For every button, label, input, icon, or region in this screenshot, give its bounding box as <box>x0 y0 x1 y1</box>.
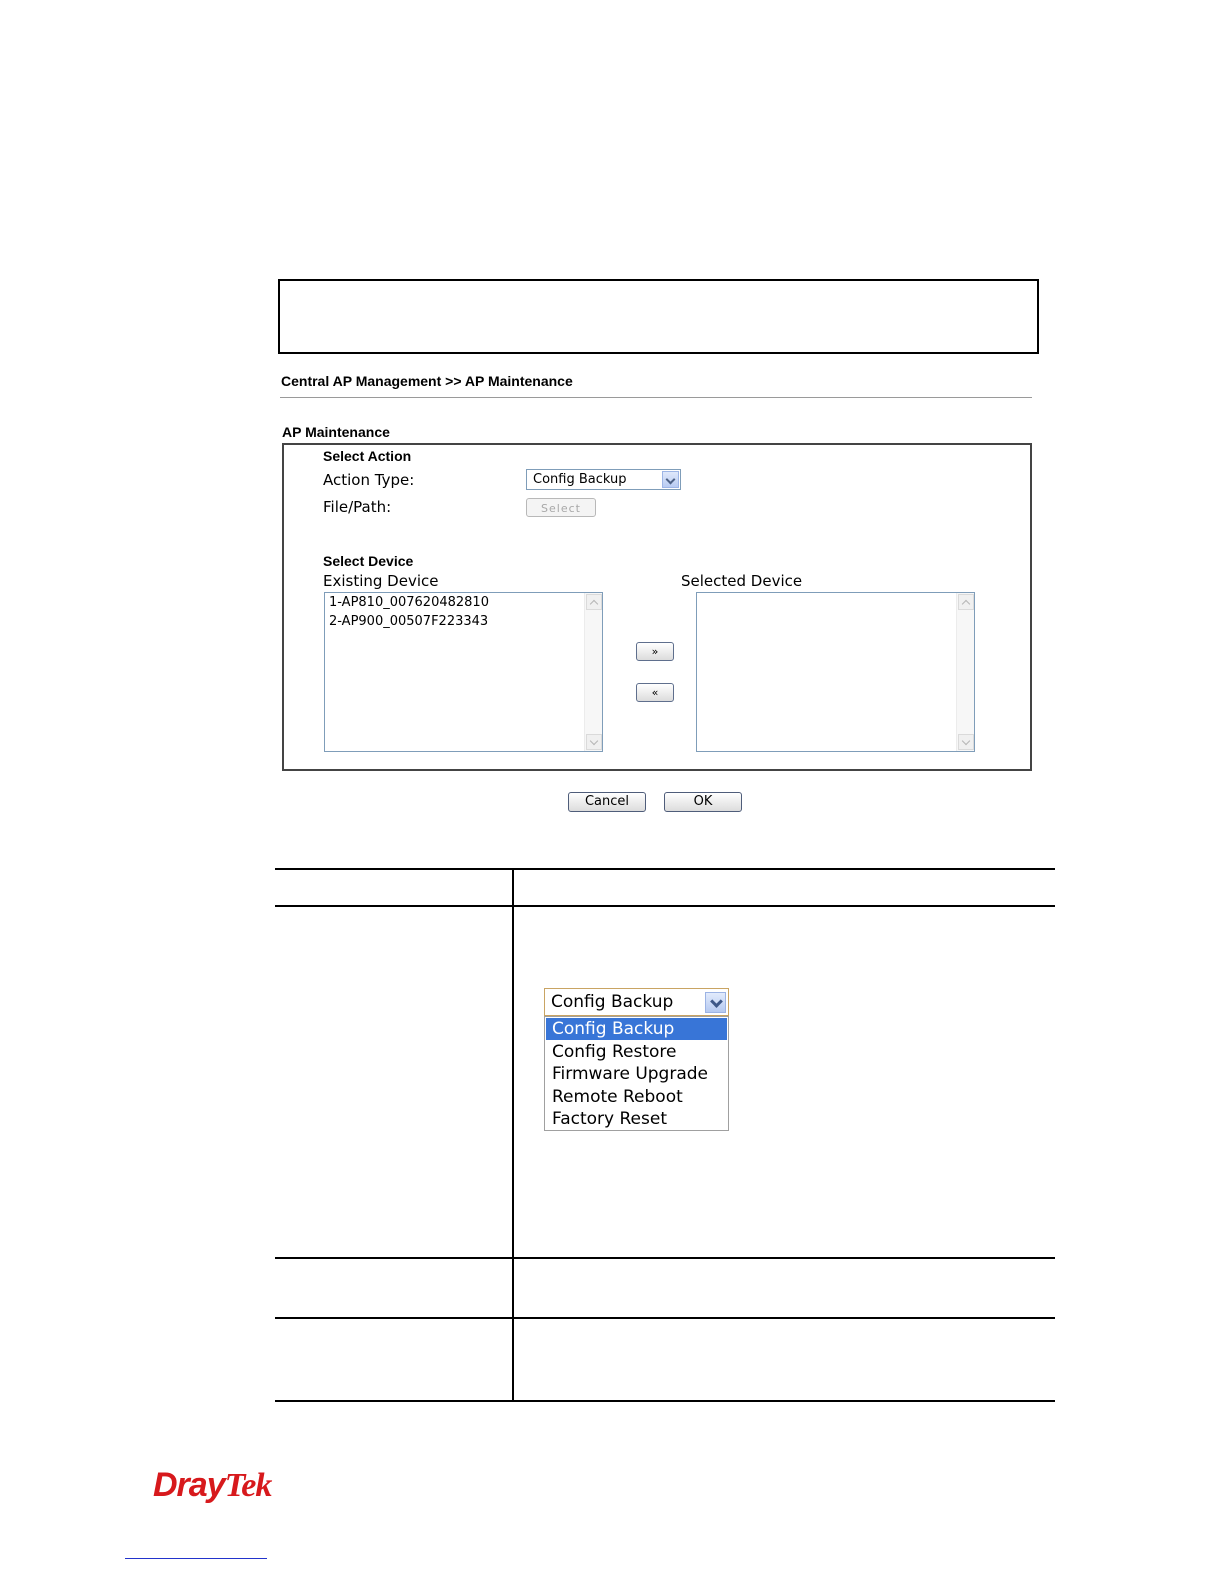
table-column-divider <box>512 869 514 1402</box>
breadcrumb-divider <box>280 397 1032 398</box>
action-type-label: Action Type: <box>323 471 415 489</box>
select-action-heading: Select Action <box>323 448 412 464</box>
dropdown-option[interactable]: Config Backup <box>546 1018 727 1040</box>
table-row-divider <box>275 1317 1055 1319</box>
chevron-down-icon[interactable] <box>662 471 679 488</box>
breadcrumb: Central AP Management >> AP Maintenance <box>281 373 573 389</box>
section-title: AP Maintenance <box>282 424 390 440</box>
table-row-divider <box>275 1257 1055 1259</box>
scroll-down-icon[interactable] <box>958 734 974 750</box>
selected-device-label: Selected Device <box>681 572 803 590</box>
chevron-down-icon[interactable] <box>705 992 726 1013</box>
action-type-value: Config Backup <box>533 472 627 487</box>
dropdown-option[interactable]: Factory Reset <box>552 1109 667 1129</box>
logo-tek: Tek <box>224 1467 272 1504</box>
table-header-border <box>275 905 1055 907</box>
dropdown-options-list[interactable] <box>544 1016 729 1131</box>
scroll-down-icon[interactable] <box>586 734 602 750</box>
scroll-up-icon[interactable] <box>958 594 974 610</box>
file-path-label: File/Path: <box>323 498 392 516</box>
top-blank-box <box>278 279 1039 354</box>
dropdown-value: Config Backup <box>551 992 674 1012</box>
action-type-dropdown-example[interactable] <box>544 988 729 1016</box>
add-device-button[interactable]: » <box>636 642 674 661</box>
scrollbar[interactable] <box>584 593 602 751</box>
remove-device-button[interactable]: « <box>636 683 674 702</box>
list-item[interactable]: 1-AP810_007620482810 <box>329 595 489 610</box>
list-item[interactable]: 2-AP900_00507F223343 <box>329 614 489 629</box>
scrollbar[interactable] <box>956 593 974 751</box>
table-bottom-border <box>275 1400 1055 1402</box>
logo-dray: Dray <box>153 1466 225 1504</box>
dropdown-option[interactable]: Remote Reboot <box>552 1086 683 1107</box>
existing-device-label: Existing Device <box>323 572 439 590</box>
action-type-select[interactable] <box>526 469 681 490</box>
footer-link-underline <box>125 1558 267 1559</box>
ok-button[interactable]: OK <box>664 792 742 812</box>
selected-device-list[interactable] <box>696 592 975 752</box>
cancel-button[interactable]: Cancel <box>568 792 646 812</box>
select-file-button[interactable]: Select <box>526 498 596 517</box>
existing-device-list[interactable] <box>324 592 603 752</box>
table-top-border <box>275 868 1055 870</box>
scroll-up-icon[interactable] <box>586 594 602 610</box>
draytek-logo <box>153 1466 271 1505</box>
dropdown-option[interactable]: Config Restore <box>552 1041 677 1062</box>
select-device-heading: Select Device <box>323 553 414 569</box>
dropdown-option[interactable]: Firmware Upgrade <box>552 1064 708 1084</box>
